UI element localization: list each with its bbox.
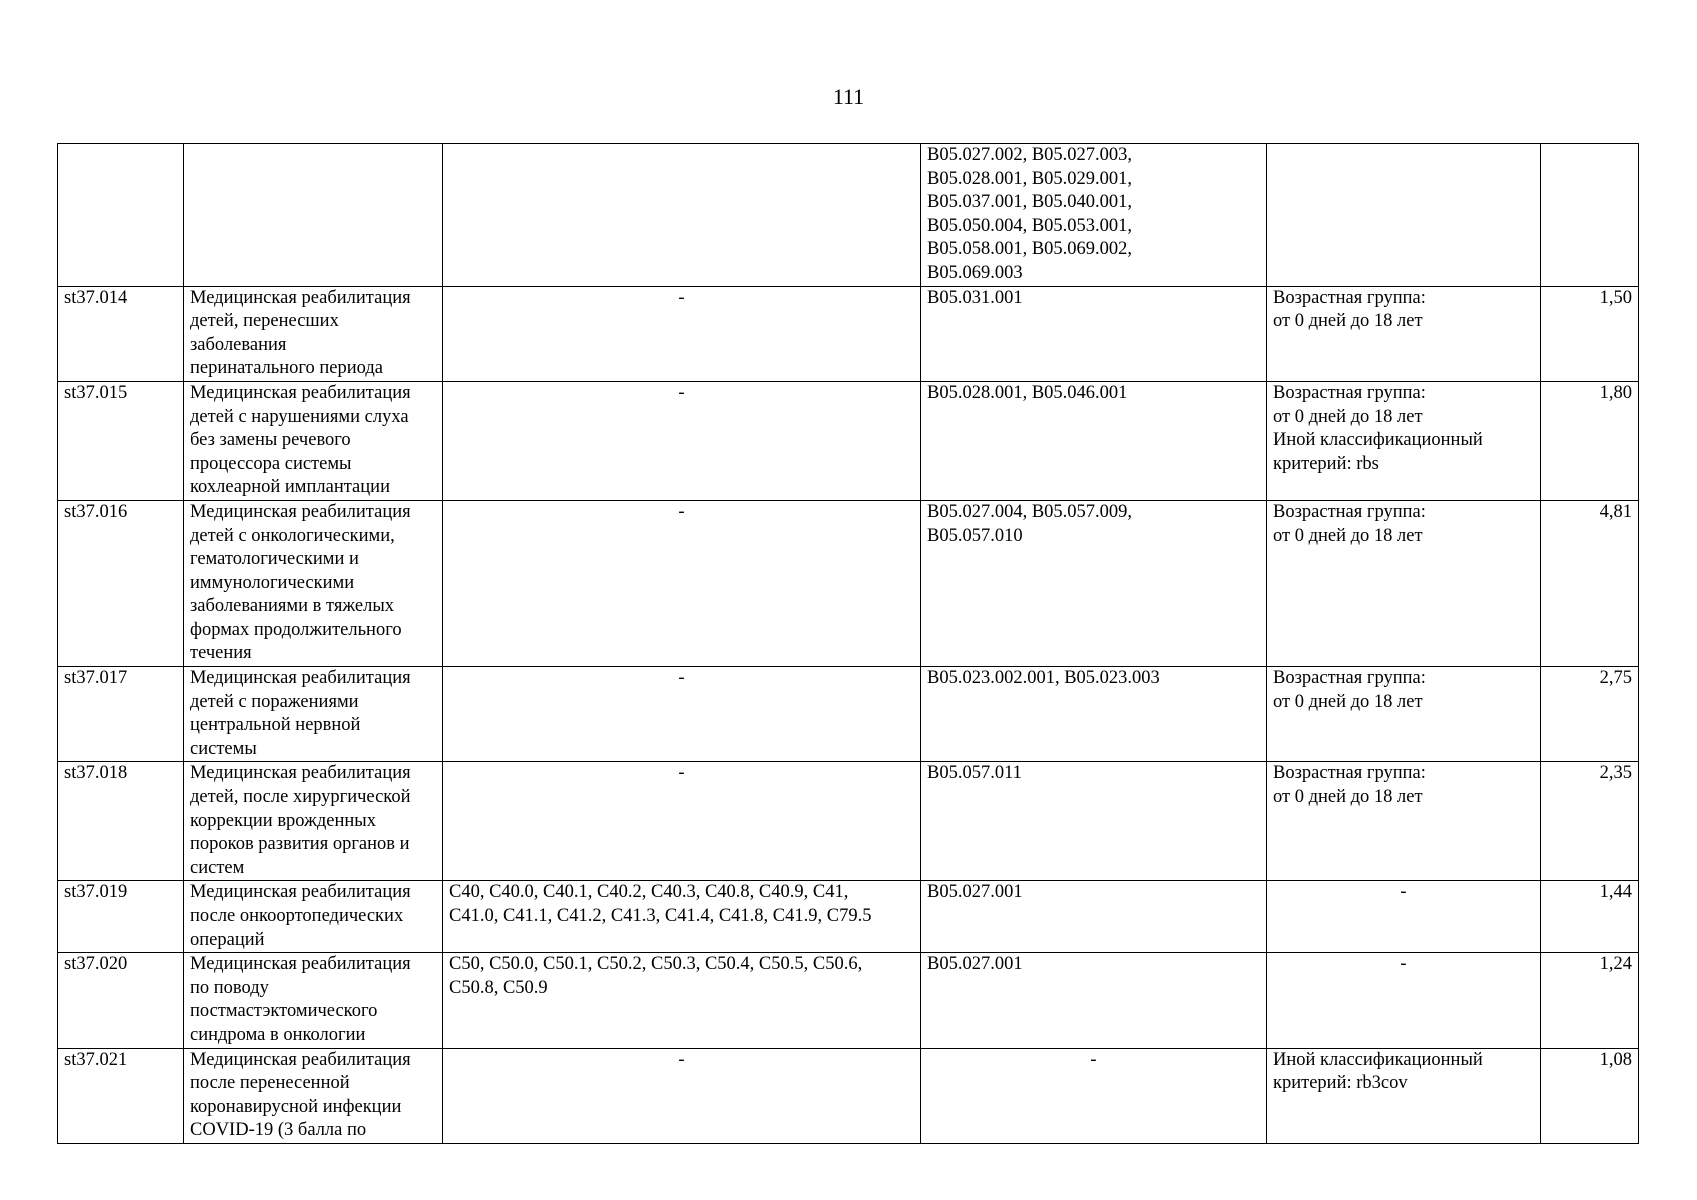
code-cell: st37.018 — [58, 762, 184, 881]
diagnoses-cell: - — [443, 762, 921, 881]
services-cell: B05.027.001 — [921, 881, 1267, 953]
coefficient-cell: 1,80 — [1541, 381, 1639, 500]
services-cell: - — [921, 1048, 1267, 1143]
table-row — [58, 1048, 1639, 1143]
services-cell: B05.027.001 — [921, 953, 1267, 1048]
code-cell: st37.021 — [58, 1048, 184, 1143]
diagnoses-cell: C50, C50.0, C50.1, C50.2, C50.3, C50.4, C50.5, C50.6, C50.8, C50.9 — [443, 953, 921, 1048]
diagnoses-cell: - — [443, 667, 921, 762]
criteria-cell: Иной классификационный критерий: rb3cov — [1267, 1048, 1541, 1143]
name-cell: Медицинская реабилитация детей с онкологическими, гематологическими и иммунологическими заболеваниями в тяжелых формах продолжительного течения — [184, 500, 443, 666]
name-cell: Медицинская реабилитация после перенесенной коронавирусной инфекции COVID-19 (3 балла по — [184, 1048, 443, 1143]
diagnoses-cell: - — [443, 500, 921, 666]
page-number: 111 — [832, 84, 865, 109]
name-cell: Медицинская реабилитация детей, перенесших заболевания перинатального периода — [184, 286, 443, 381]
diagnoses-cell: C40, C40.0, C40.1, C40.2, C40.3, C40.8, C40.9, C41, C41.0, C41.1, C41.2, C41.3, C41.4, C41.8, C41.9, C79.5 — [443, 881, 921, 953]
table-row — [58, 953, 1639, 1048]
coefficient-cell: 2,35 — [1541, 762, 1639, 881]
tariff-table — [57, 143, 1639, 1144]
criteria-cell: Возрастная группа: от 0 дней до 18 лет — [1267, 667, 1541, 762]
coefficient-cell: 1,44 — [1541, 881, 1639, 953]
criteria-cell: Возрастная группа: от 0 дней до 18 лет — [1267, 762, 1541, 881]
code-cell: st37.016 — [58, 500, 184, 666]
code-cell: st37.019 — [58, 881, 184, 953]
criteria-cell: Возрастная группа: от 0 дней до 18 лет Иной классификационный критерий: rbs — [1267, 381, 1541, 500]
code-cell — [58, 144, 184, 287]
name-cell — [184, 144, 443, 287]
code-cell: st37.015 — [58, 381, 184, 500]
services-cell: B05.027.002, B05.027.003, B05.028.001, B05.029.001, B05.037.001, B05.040.001, B05.050.004, B05.053.001, B05.058.001, B05.069.002, B05.069.003 — [921, 144, 1267, 287]
code-cell: st37.020 — [58, 953, 184, 1048]
table-row — [58, 144, 1639, 287]
diagnoses-cell — [443, 144, 921, 287]
table-row — [58, 762, 1639, 881]
services-cell: B05.057.011 — [921, 762, 1267, 881]
table-row — [58, 500, 1639, 666]
diagnoses-cell: - — [443, 1048, 921, 1143]
services-cell: B05.031.001 — [921, 286, 1267, 381]
diagnoses-cell: - — [443, 286, 921, 381]
coefficient-cell: 1,08 — [1541, 1048, 1639, 1143]
services-cell: B05.028.001, B05.046.001 — [921, 381, 1267, 500]
diagnoses-cell: - — [443, 381, 921, 500]
coefficient-cell: 1,50 — [1541, 286, 1639, 381]
coefficient-cell: 2,75 — [1541, 667, 1639, 762]
name-cell: Медицинская реабилитация детей с поражениями центральной нервной системы — [184, 667, 443, 762]
name-cell: Медицинская реабилитация после онкоортопедических операций — [184, 881, 443, 953]
criteria-cell: - — [1267, 953, 1541, 1048]
criteria-cell — [1267, 144, 1541, 287]
name-cell: Медицинская реабилитация по поводу постмастэктомического синдрома в онкологии — [184, 953, 443, 1048]
services-cell: B05.023.002.001, B05.023.003 — [921, 667, 1267, 762]
coefficient-cell — [1541, 144, 1639, 287]
table-row — [58, 881, 1639, 953]
criteria-cell: Возрастная группа: от 0 дней до 18 лет — [1267, 286, 1541, 381]
criteria-cell: - — [1267, 881, 1541, 953]
name-cell: Медицинская реабилитация детей с нарушениями слуха без замены речевого процессора системы кохлеарной имплантации — [184, 381, 443, 500]
table-row — [58, 667, 1639, 762]
services-cell: B05.027.004, B05.057.009, B05.057.010 — [921, 500, 1267, 666]
table-row — [58, 286, 1639, 381]
table-row — [58, 381, 1639, 500]
name-cell: Медицинская реабилитация детей, после хирургической коррекции врожденных пороков развития органов и систем — [184, 762, 443, 881]
code-cell: st37.017 — [58, 667, 184, 762]
code-cell: st37.014 — [58, 286, 184, 381]
coefficient-cell: 4,81 — [1541, 500, 1639, 666]
criteria-cell: Возрастная группа: от 0 дней до 18 лет — [1267, 500, 1541, 666]
coefficient-cell: 1,24 — [1541, 953, 1639, 1048]
